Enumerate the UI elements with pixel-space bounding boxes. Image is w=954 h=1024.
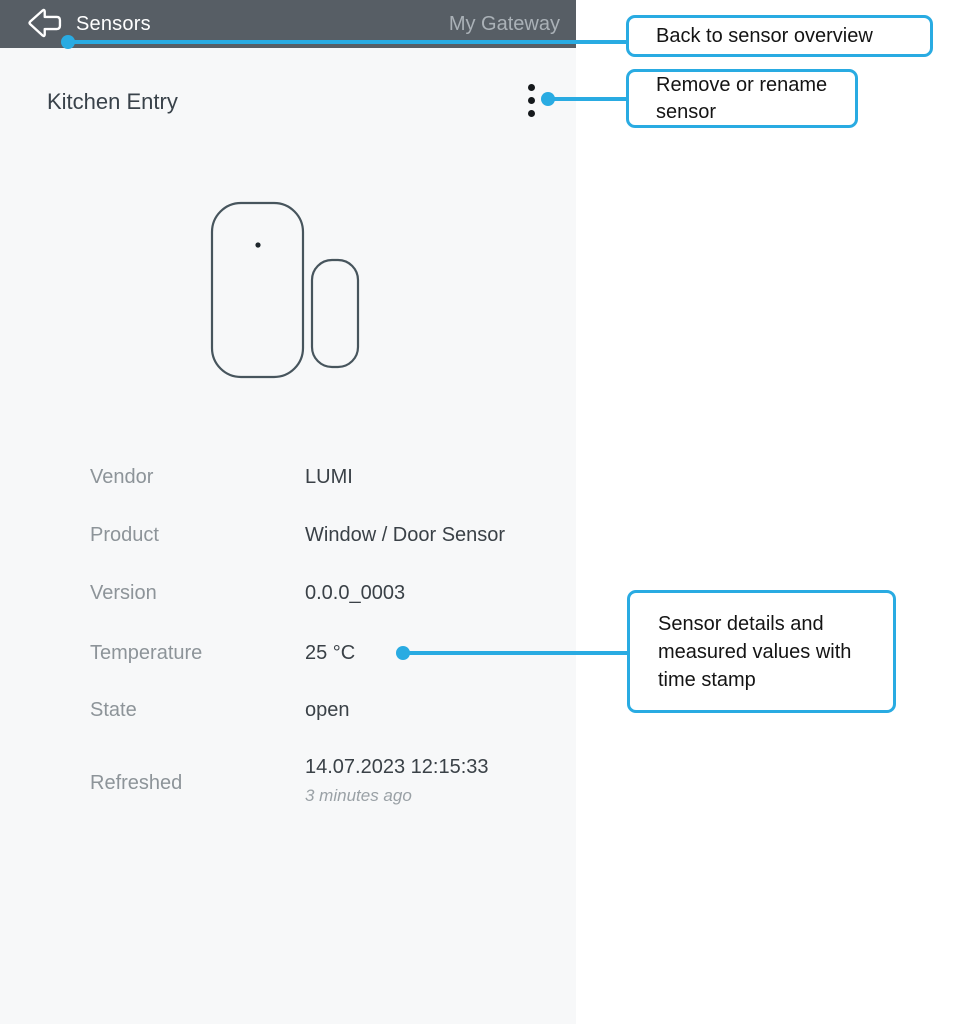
detail-label: Temperature	[90, 642, 203, 664]
callout-text: Back to sensor overview	[656, 24, 873, 47]
detail-label: Vendor	[90, 466, 154, 488]
door-window-sensor-icon	[195, 190, 370, 390]
callout-dot-menu	[541, 92, 555, 106]
detail-row-state	[90, 698, 350, 722]
detail-value: 25 °C	[305, 642, 356, 664]
detail-row-product	[90, 523, 505, 547]
kebab-dot	[528, 97, 535, 104]
kebab-dot	[528, 84, 535, 91]
kebab-dot	[528, 110, 535, 117]
detail-row-temperature	[90, 641, 355, 665]
detail-row-version	[90, 581, 405, 605]
callout-line-details	[403, 651, 627, 655]
detail-value-relative-time: 3 minutes ago	[305, 786, 412, 805]
callout-line-menu	[548, 97, 626, 101]
callout-back-to-overview	[626, 15, 933, 57]
detail-row-refreshed	[90, 755, 489, 806]
detail-value-timestamp: 14.07.2023 12:15:33	[305, 756, 489, 778]
detail-label: Version	[90, 582, 157, 604]
callout-text: Remove or rename sensor	[656, 73, 828, 123]
detail-label: Refreshed	[90, 772, 183, 794]
detail-row-vendor	[90, 465, 353, 489]
callout-dot-back	[61, 35, 75, 49]
gateway-name-label: My Gateway	[448, 12, 560, 35]
detail-value: Window / Door Sensor	[305, 524, 506, 546]
detail-value: 0.0.0_0003	[305, 582, 406, 604]
sensor-name-title: Kitchen Entry	[47, 89, 178, 114]
back-arrow-icon	[27, 8, 63, 41]
detail-label: Product	[90, 524, 159, 546]
back-button[interactable]	[26, 7, 64, 41]
callout-sensor-details	[627, 590, 896, 713]
detail-value: LUMI	[305, 466, 353, 488]
detail-value-stack	[305, 755, 489, 806]
detail-value: open	[305, 699, 350, 721]
callout-line-back	[64, 40, 626, 44]
callout-remove-rename	[626, 69, 858, 128]
callout-text: Sensor details and measured values with time stamp	[658, 612, 852, 691]
detail-label: State	[90, 699, 137, 721]
kebab-menu-button[interactable]	[519, 79, 543, 121]
callout-dot-details	[396, 646, 410, 660]
header-title: Sensors	[76, 12, 151, 35]
